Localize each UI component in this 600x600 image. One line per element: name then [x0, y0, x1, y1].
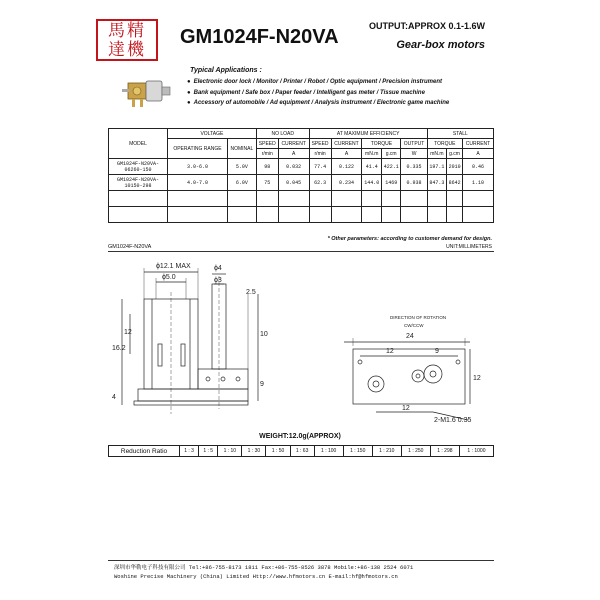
ratio-label: Reduction Ratio	[109, 446, 180, 457]
unit-cell: r/min	[309, 149, 331, 159]
ratio-cell: 1 : 100	[314, 446, 343, 457]
side-view	[122, 268, 258, 414]
table-cell: 62.3	[309, 175, 331, 191]
dim-label: 2.5	[246, 289, 256, 296]
table-cell: 75	[256, 175, 278, 191]
model-header: MODEL	[109, 129, 168, 159]
table-cell: 422.1	[381, 159, 400, 175]
hole-spec: 2-M1.6 ̄0.35	[434, 417, 472, 424]
dim-label: ϕ3	[214, 277, 222, 284]
spec-table	[108, 128, 494, 223]
table-row-empty	[109, 191, 494, 207]
footer-contact: 深圳市华勒电子科技有限公司 Tel:+86-755-8173 1811 Fax:+86-755-8526 3878 Mobile:+86-138 2524 6071	[114, 564, 414, 571]
col-header: TORQUE	[362, 139, 401, 149]
dim-label: 12	[386, 348, 394, 355]
divider	[108, 251, 494, 252]
table-cell: 41.4	[362, 159, 381, 175]
reduction-ratio-table	[108, 445, 494, 457]
dim-label: ϕ4	[214, 265, 222, 272]
ratio-cell: 1 : 3	[180, 446, 199, 457]
dim-label: ϕ5.0	[162, 274, 176, 281]
dim-label: 16.2	[112, 345, 126, 352]
table-cell: 0.335	[401, 159, 427, 175]
table-cell: 144.0	[362, 175, 381, 191]
col-header: TORQUE	[427, 139, 462, 149]
dim-label: 9	[260, 381, 264, 388]
ratio-cell: 1 : 50	[266, 446, 290, 457]
ratio-cell: 1 : 298	[430, 446, 459, 457]
ratio-cell: 1 : 63	[290, 446, 314, 457]
product-category: Gear-box motors	[396, 39, 485, 51]
ratio-cell: 1 : 250	[401, 446, 430, 457]
col-header: OUTPUT	[401, 139, 427, 149]
ratio-cell: 1 : 30	[242, 446, 266, 457]
ratio-cell: 1 : 5	[199, 446, 218, 457]
dim-label: 4	[112, 394, 116, 401]
application-item: ● Electronic door lock / Monitor / Printer / Robot / Optic equipment / Precision instrument	[187, 77, 449, 88]
footer-divider	[108, 560, 494, 561]
col-header: SPEED	[256, 139, 278, 149]
table-cell: 0.938	[401, 175, 427, 191]
units-label: UNIT:MILLIMETERS	[446, 244, 492, 250]
weight-label: WEIGHT:12.0g(APPROX)	[259, 433, 341, 440]
voltage-header: VOLTAGE	[168, 129, 257, 139]
table-cell: 8642	[447, 175, 463, 191]
table-cell: 5.0V	[227, 159, 256, 175]
unit-cell: g.cm	[447, 149, 463, 159]
design-note: * Other parameters: according to customer demand for design.	[327, 236, 492, 242]
table-cell: 77.4	[309, 159, 331, 175]
table-cell: 6.0V	[227, 175, 256, 191]
maxeff-header: AT MAXIMUM EFFICIENCY	[309, 129, 427, 139]
dim-label: 24	[406, 333, 414, 340]
unit-cell: A	[331, 149, 362, 159]
table-cell: GM1024F-N20VA-06260-150	[109, 159, 168, 175]
unit-cell: r/min	[256, 149, 278, 159]
dim-label: 12	[473, 375, 481, 382]
table-cell: 847.3	[427, 175, 446, 191]
table-cell: 197.1	[427, 159, 446, 175]
table-row-empty	[109, 207, 494, 223]
dim-label: ϕ12.1 MAX	[156, 263, 191, 270]
dim-label: 10	[260, 331, 268, 338]
company-logo: 馬精 達機	[96, 19, 158, 61]
table-cell: 0.122	[331, 159, 362, 175]
table-cell: 2010	[447, 159, 463, 175]
unit-cell: W	[401, 149, 427, 159]
technical-drawing	[108, 254, 494, 434]
ratio-cell: 1 : 150	[343, 446, 372, 457]
rotation-title: DIRECTION OF ROTATION	[390, 315, 447, 320]
applications-list	[187, 77, 449, 109]
table-row	[109, 175, 494, 191]
footer-company: Woshine Precise Machinery (China) Limited Http://www.hfmotors.cn E-mail:hf@hfmotors.cn	[114, 573, 398, 580]
ratio-cell: 1 : 210	[372, 446, 401, 457]
col-header: CURRENT	[462, 139, 493, 149]
drawing-model-label: GM1024F-N20VA	[108, 244, 152, 250]
table-cell: 4.0-7.0	[168, 175, 228, 191]
col-header: CURRENT	[331, 139, 362, 149]
application-item: ● Accessory of automobile / Ad equipment / Analysis instrument / Electronic game machine	[187, 98, 449, 109]
table-cell: 1.10	[462, 175, 493, 191]
table-cell: 0.045	[278, 175, 309, 191]
unit-cell: mN.m	[362, 149, 381, 159]
dim-label: 9	[435, 348, 439, 355]
table-cell: 0.46	[462, 159, 493, 175]
dim-label: 12	[402, 405, 410, 412]
unit-cell: g.cm	[381, 149, 400, 159]
applications-heading: Typical Applications :	[190, 67, 262, 74]
col-header: SPEED	[309, 139, 331, 149]
table-row	[109, 159, 494, 175]
table-cell: 0.234	[331, 175, 362, 191]
ratio-cell: 1 : 10	[218, 446, 242, 457]
nominal-header: NOMINAL	[227, 139, 256, 159]
ratio-cell: 1 : 1000	[459, 446, 493, 457]
table-cell: 3.0-6.0	[168, 159, 228, 175]
stall-header: STALL	[427, 129, 493, 139]
unit-cell: A	[462, 149, 493, 159]
dim-label: 12	[124, 329, 132, 336]
unit-cell: mN.m	[427, 149, 446, 159]
motor-photo	[118, 73, 176, 115]
unit-cell: A	[278, 149, 309, 159]
table-cell: 98	[256, 159, 278, 175]
table-cell: GM1024F-N20VA-10150-298	[109, 175, 168, 191]
op-range-header: OPERATING RANGE	[168, 139, 228, 159]
rotation-label: CW/CCW	[404, 323, 424, 328]
col-header: CURRENT	[278, 139, 309, 149]
page-title: GM1024F-N20VA	[180, 26, 339, 48]
output-range: OUTPUT:APPROX 0.1-1.6W	[368, 21, 485, 31]
table-cell: 0.032	[278, 159, 309, 175]
noload-header: NO LOAD	[256, 129, 309, 139]
application-item: ● Bank equipment / Safe box / Paper feeder / Intelligent gas meter / Tissue machine	[187, 88, 449, 99]
table-cell: 1469	[381, 175, 400, 191]
